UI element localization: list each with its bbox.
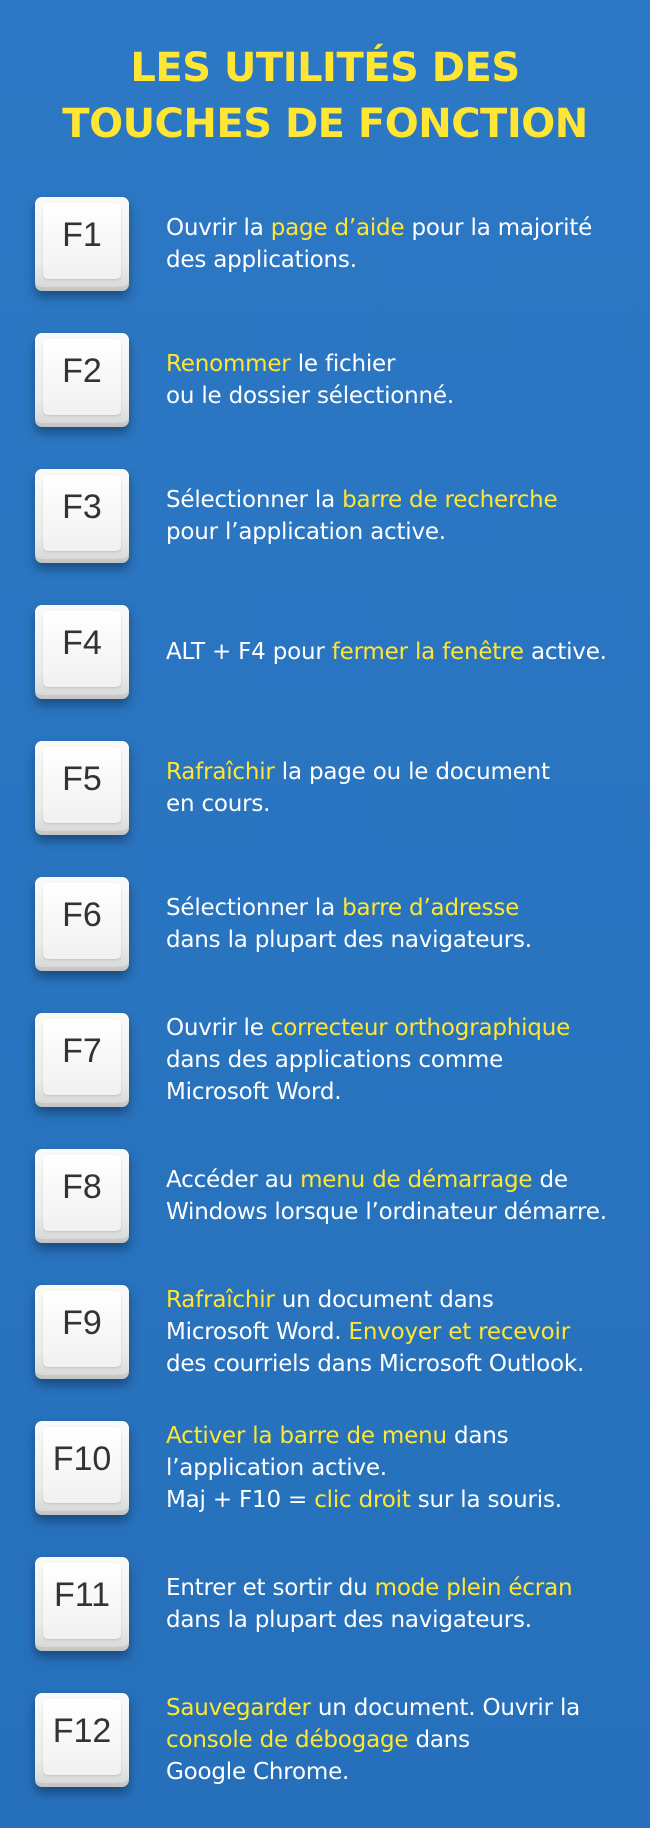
description-text: l’application active. <box>166 1455 387 1481</box>
keyboard-key-icon <box>35 197 129 291</box>
description-line <box>166 1076 636 1108</box>
description-line <box>166 756 636 788</box>
keycap-face <box>43 203 121 279</box>
keyboard-key-icon <box>35 741 129 835</box>
description-text: Ouvrir la <box>166 215 271 241</box>
keyboard-key-icon <box>35 1557 129 1651</box>
key-label: F7 <box>62 1032 102 1070</box>
key-description <box>166 756 636 820</box>
description-line <box>166 1692 636 1724</box>
highlighted-text: page d’aide <box>270 215 405 241</box>
keycap-face <box>43 475 121 551</box>
key-label: F10 <box>52 1440 112 1478</box>
description-text: un document. Ouvrir la <box>310 1695 581 1721</box>
highlighted-text: Renommer <box>166 351 291 377</box>
keyboard-key-icon <box>35 1149 129 1243</box>
highlighted-text: Rafraîchir <box>166 759 275 785</box>
key-description <box>166 636 636 668</box>
function-key-row <box>0 1285 650 1385</box>
keyboard-key-icon <box>35 469 129 563</box>
key-description <box>166 1284 636 1380</box>
description-line <box>166 1484 636 1516</box>
description-text: des courriels dans Microsoft Outlook. <box>166 1351 585 1377</box>
description-line <box>166 1572 636 1604</box>
description-line <box>166 1316 636 1348</box>
description-text: Maj + F10 = <box>166 1487 315 1513</box>
key-description <box>166 1572 636 1636</box>
description-text: le fichier <box>290 351 396 377</box>
key-label: F6 <box>62 896 102 934</box>
key-description <box>166 892 636 956</box>
highlighted-text: menu de démarrage <box>300 1167 533 1193</box>
key-label: F11 <box>53 1576 111 1614</box>
function-key-row <box>0 741 650 841</box>
description-text: dans la plupart des navigateurs. <box>166 927 532 953</box>
keycap-face <box>43 1563 121 1639</box>
description-text: sur la souris. <box>410 1487 562 1513</box>
keycap-face <box>43 747 121 823</box>
highlighted-text: clic droit <box>314 1487 411 1513</box>
keycap-face <box>43 1427 121 1503</box>
description-text: pour la majorité <box>404 215 593 241</box>
description-line <box>166 1452 636 1484</box>
keycap-face <box>43 883 121 959</box>
keyboard-key-icon <box>35 1013 129 1107</box>
keyboard-key-icon <box>35 1285 129 1379</box>
description-text: dans <box>446 1423 509 1449</box>
page-title-line-2: TOUCHES DE FONCTION <box>62 101 588 147</box>
description-line <box>166 788 636 820</box>
key-description <box>166 1692 636 1788</box>
key-description <box>166 484 636 548</box>
description-line <box>166 1044 636 1076</box>
description-line <box>166 1164 636 1196</box>
description-text: de <box>532 1167 568 1193</box>
key-description <box>166 1012 636 1108</box>
key-label: F9 <box>62 1304 102 1342</box>
description-line <box>166 516 636 548</box>
key-label: F5 <box>62 760 102 798</box>
highlighted-text: barre d’adresse <box>342 895 520 921</box>
highlighted-text: console de débogage <box>166 1727 409 1753</box>
description-line <box>166 636 636 668</box>
description-text: Accéder au <box>166 1167 301 1193</box>
keycap-face <box>43 611 121 687</box>
description-line <box>166 484 636 516</box>
highlighted-text: Activer la barre de menu <box>166 1423 447 1449</box>
keyboard-key-icon <box>35 877 129 971</box>
description-line <box>166 380 636 412</box>
keyboard-key-icon <box>35 605 129 699</box>
function-key-row <box>0 469 650 569</box>
description-text: dans la plupart des navigateurs. <box>166 1607 532 1633</box>
description-line <box>166 1348 636 1380</box>
description-text: Sélectionner la <box>166 487 343 513</box>
description-text: Microsoft Word. <box>166 1319 349 1345</box>
description-text: Google Chrome. <box>166 1759 350 1785</box>
keycap-face <box>43 1699 121 1775</box>
description-text: pour l’application active. <box>166 519 446 545</box>
description-text: ALT + F4 pour <box>166 639 332 665</box>
highlighted-text: Sauvegarder <box>166 1695 311 1721</box>
description-text: Ouvrir le <box>166 1015 271 1041</box>
keycap-face <box>43 1019 121 1095</box>
keycap-face <box>43 1155 121 1231</box>
description-line <box>166 892 636 924</box>
key-description <box>166 212 636 276</box>
key-description <box>166 1420 636 1516</box>
description-line <box>166 212 636 244</box>
page-title <box>0 40 650 152</box>
keyboard-key-icon <box>35 1421 129 1515</box>
function-key-row <box>0 877 650 977</box>
key-label: F8 <box>62 1168 102 1206</box>
highlighted-text: mode plein écran <box>374 1575 573 1601</box>
description-text: des applications. <box>166 247 357 273</box>
highlighted-text: Envoyer et recevoir <box>348 1319 570 1345</box>
description-text: dans <box>408 1727 470 1753</box>
description-text: active. <box>523 639 607 665</box>
function-key-row <box>0 333 650 433</box>
function-key-row <box>0 1557 650 1657</box>
description-line <box>166 1196 636 1228</box>
function-key-row <box>0 1149 650 1249</box>
key-label: F12 <box>52 1712 112 1750</box>
keycap-face <box>43 339 121 415</box>
key-label: F2 <box>62 352 102 390</box>
description-text: Entrer et sortir du <box>166 1575 375 1601</box>
description-text: Microsoft Word. <box>166 1079 342 1105</box>
key-label: F4 <box>62 624 102 662</box>
keycap-face <box>43 1291 121 1367</box>
page-title-line-1: LES UTILITÉS DES <box>130 45 520 91</box>
description-line <box>166 924 636 956</box>
description-line <box>166 348 636 380</box>
description-text: dans des applications comme <box>166 1047 504 1073</box>
key-label: F1 <box>62 216 102 254</box>
keyboard-key-icon <box>35 333 129 427</box>
description-line <box>166 1756 636 1788</box>
key-description <box>166 348 636 412</box>
description-line <box>166 1724 636 1756</box>
function-key-row <box>0 605 650 705</box>
function-key-row <box>0 1693 650 1793</box>
description-line <box>166 1420 636 1452</box>
description-line <box>166 1012 636 1044</box>
description-text: Sélectionner la <box>166 895 343 921</box>
keyboard-key-icon <box>35 1693 129 1787</box>
highlighted-text: fermer la fenêtre <box>331 639 524 665</box>
highlighted-text: barre de recherche <box>342 487 558 513</box>
function-key-row <box>0 1013 650 1113</box>
description-text: ou le dossier sélectionné. <box>166 383 454 409</box>
description-text: en cours. <box>166 791 271 817</box>
description-text: la page ou le document <box>274 759 550 785</box>
function-key-row <box>0 197 650 297</box>
description-line <box>166 244 636 276</box>
description-line <box>166 1604 636 1636</box>
description-text: un document dans <box>274 1287 494 1313</box>
key-description <box>166 1164 636 1228</box>
description-line <box>166 1284 636 1316</box>
highlighted-text: Rafraîchir <box>166 1287 275 1313</box>
function-key-row <box>0 1421 650 1521</box>
key-label: F3 <box>62 488 102 526</box>
description-text: Windows lorsque l’ordinateur démarre. <box>166 1199 607 1225</box>
highlighted-text: correcteur orthographique <box>270 1015 571 1041</box>
